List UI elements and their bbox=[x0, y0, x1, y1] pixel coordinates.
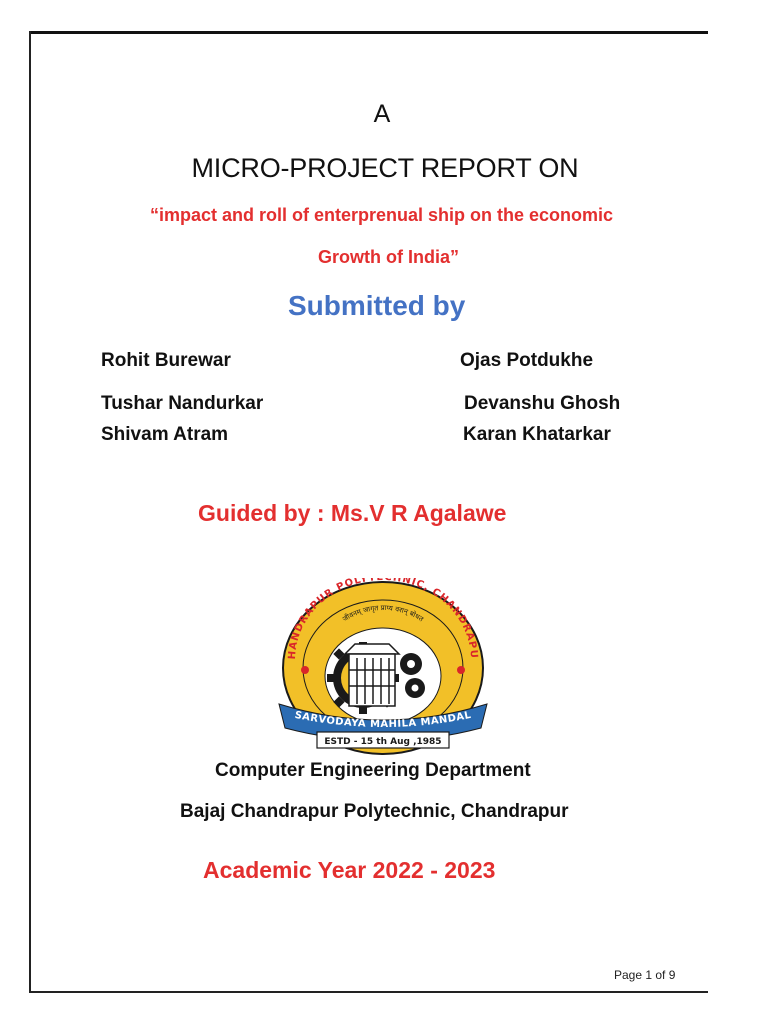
submitted-by-heading: Submitted by bbox=[288, 290, 466, 321]
logo-motto: जीवनम् जागृत प्राप्य वरान् बोधत bbox=[341, 603, 425, 624]
topic-line-1: “impact and roll of enterprenual ship on the economic bbox=[150, 205, 614, 225]
college-name: Bajaj Chandrapur Polytechnic, Chandrapur bbox=[180, 801, 569, 822]
logo-top-text: HANDRAPUR POLYT HNIC, CHANDRAPU bbox=[286, 578, 480, 660]
title-line-a: A bbox=[373, 100, 391, 128]
bottom-border bbox=[29, 991, 708, 993]
student-name: Karan Khatarkar bbox=[463, 424, 611, 445]
logo-ribbon-text: SARVODAYA MAHILA MANDAL bbox=[293, 709, 473, 731]
student-name: Rohit Burewar bbox=[101, 350, 231, 371]
logo-estd-text: ESTD - 15 th Aug ,1985 bbox=[324, 737, 442, 747]
college-logo bbox=[265, 578, 498, 756]
page-indicator: Page 1 of 9 bbox=[614, 968, 676, 982]
report-title: MICRO-PROJECT REPORT ON bbox=[191, 153, 579, 183]
left-border bbox=[29, 31, 31, 993]
top-border bbox=[29, 31, 708, 34]
building-icon bbox=[345, 644, 399, 706]
student-name: Devanshu Ghosh bbox=[464, 393, 621, 414]
college-logo-emblem bbox=[265, 578, 498, 756]
guided-by: Guided by : Ms.V R Agalawe bbox=[198, 500, 507, 526]
student-name: Tushar Nandurkar bbox=[101, 393, 264, 414]
department: Computer Engineering Department bbox=[215, 760, 531, 781]
student-name: Ojas Potdukhe bbox=[460, 350, 594, 371]
topic-line-2: Growth of India” bbox=[318, 247, 459, 267]
student-name: Shivam Atram bbox=[101, 424, 229, 445]
academic-year: Academic Year 2022 - 2023 bbox=[203, 857, 496, 883]
